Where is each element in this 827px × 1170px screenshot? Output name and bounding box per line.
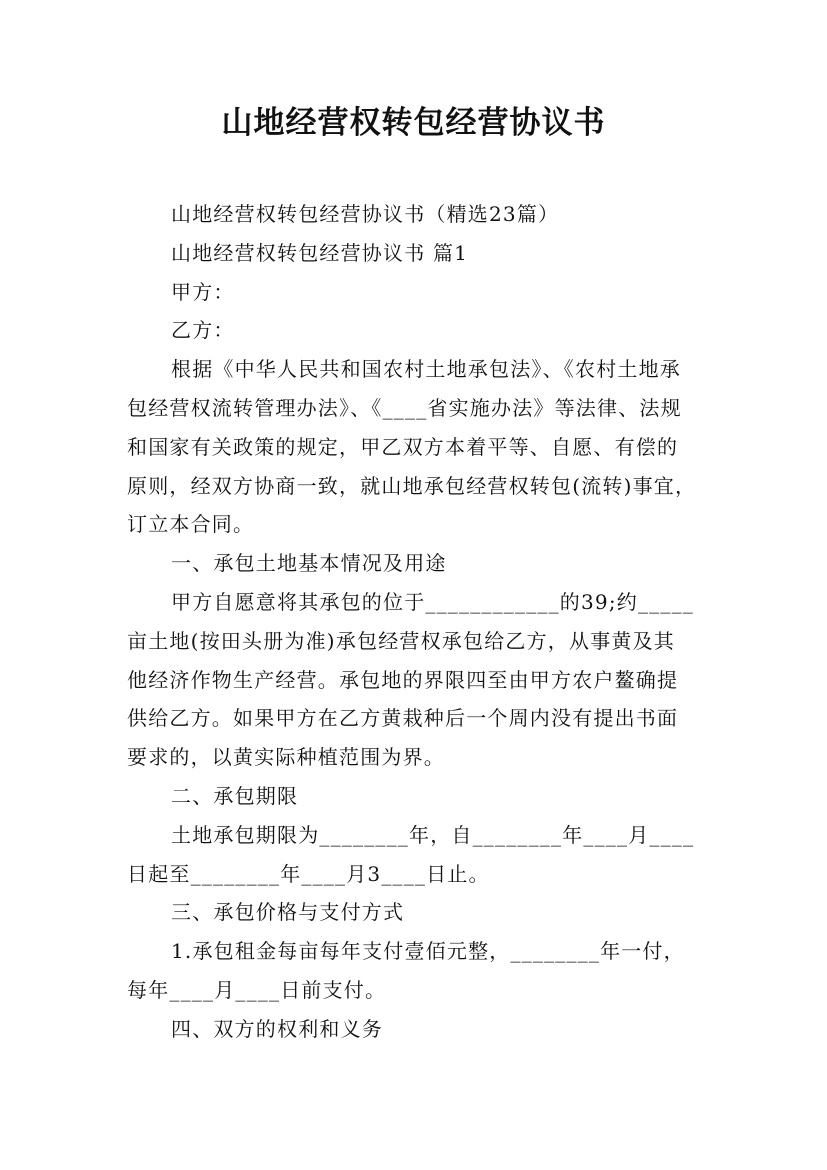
paragraph-line: 和国家有关政策的规定，甲乙双方本着平等、自愿、有偿的: [127, 434, 679, 459]
section-heading: 二、承包期限: [171, 783, 299, 808]
section-heading: 一、承包土地基本情况及用途: [171, 551, 447, 576]
section-heading: 四、双方的权利和义务: [171, 1016, 383, 1041]
section-heading: 山地经营权转包经营协议书 篇1: [171, 240, 469, 265]
paragraph-line: 1.承包租金每亩每年支付壹佰元整，________年一付，: [171, 939, 685, 964]
paragraph-line: 根据《中华人民共和国农村土地承包法》、《农村土地承: [171, 357, 681, 382]
subtitle-line: 山地经营权转包经营协议书（精选23篇）: [171, 202, 560, 226]
paragraph-line: 土地承包期限为________年，自________年____月____: [171, 822, 695, 847]
paragraph-line: 甲方自愿意将其承包的位于____________的39;约_____: [171, 589, 694, 614]
paragraph-line: 包经营权流转管理办法》、《____省实施办法》等法律、法规: [127, 395, 682, 420]
paragraph-line: 日起至________年____月3____日止。: [127, 861, 490, 886]
document-title: 山地经营权转包经营协议书: [221, 105, 606, 141]
paragraph-line: 要求的，以黄实际种植范围为界。: [127, 745, 445, 770]
section-heading: 三、承包价格与支付方式: [171, 900, 405, 925]
paragraph-line: 订立本合同。: [127, 512, 255, 537]
paragraph-line: 每年____月____日前支付。: [127, 977, 387, 1002]
party-b-label: 乙方：: [171, 318, 235, 343]
paragraph-line: 他经济作物生产经营。承包地的界限四至由甲方农户鳌确提: [127, 667, 679, 692]
party-a-label: 甲方：: [171, 279, 235, 304]
paragraph-line: 原则，经双方协商一致，就山地承包经营权转包(流转)事宜，: [127, 473, 697, 498]
paragraph-line: 亩土地(按田头册为准)承包经营权承包给乙方，从事黄及其: [127, 628, 676, 653]
paragraph-line: 供给乙方。如果甲方在乙方黄栽种后一个周内没有提出书面: [127, 706, 679, 731]
document-body: [127, 195, 703, 1049]
